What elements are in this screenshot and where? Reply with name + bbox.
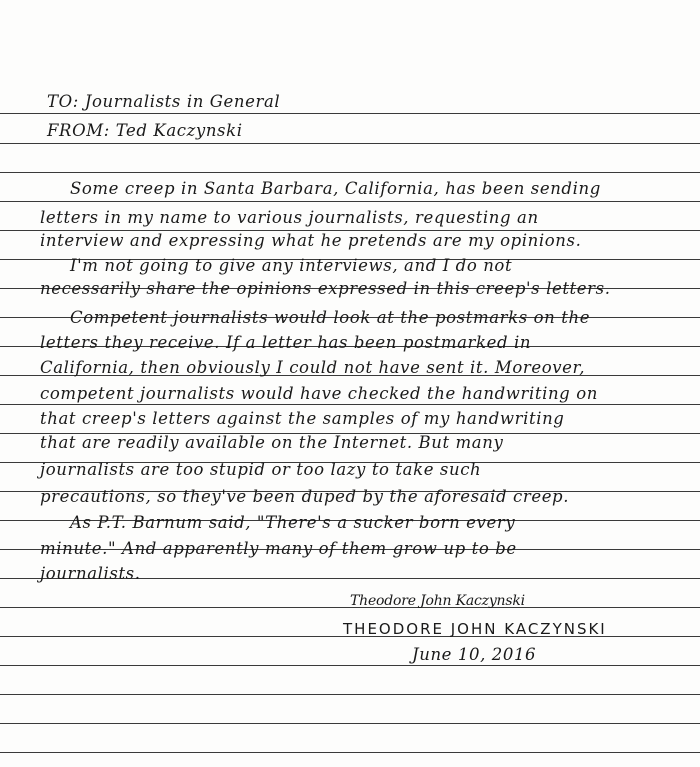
ruled-line [0, 404, 700, 405]
ruled-line [0, 752, 700, 753]
ruled-line [0, 723, 700, 724]
ruled-line [0, 694, 700, 695]
body-line: minute." And apparently many of them grow up to be [40, 539, 517, 558]
body-line: interview and expressing what he pretends are my opinions. [40, 231, 582, 250]
ruled-line [0, 665, 700, 666]
body-line: As P.T. Barnum said, "There's a sucker born every [70, 513, 516, 532]
body-line: precautions, so they've been duped by the aforesaid creep. [40, 487, 570, 506]
signature: Theodore John Kaczynski [350, 593, 525, 609]
body-line: journalists. [40, 564, 141, 583]
letter-date: June 10, 2016 [412, 645, 537, 664]
body-line: that creep's letters against the samples of my handwriting [40, 409, 565, 428]
from-line: FROM: Ted Kaczynski [47, 121, 243, 140]
body-line: that are readily available on the Internet. But many [40, 433, 504, 452]
body-line: Competent journalists would look at the postmarks on the [70, 308, 591, 327]
body-line: journalists are too stupid or too lazy to take such [40, 460, 482, 479]
body-line: necessarily share the opinions expressed in this creep's letters. [40, 279, 611, 298]
ruled-line [0, 201, 700, 202]
body-line: letters in my name to various journalists, requesting an [40, 208, 539, 227]
body-line: California, then obviously I could not have sent it. Moreover, [40, 358, 586, 377]
body-line: letters they receive. If a letter has been postmarked in [40, 333, 532, 352]
printed-name: THEODORE JOHN KACZYNSKI [343, 620, 607, 638]
body-line: I'm not going to give any interviews, and I do not [70, 256, 513, 275]
to-line: TO: Journalists in General [47, 92, 281, 111]
ruled-line [0, 113, 700, 114]
body-line: competent journalists would have checked the handwriting on [40, 384, 598, 403]
body-line: Some creep in Santa Barbara, California, has been sending [70, 179, 601, 198]
ruled-line [0, 143, 700, 144]
ruled-line [0, 172, 700, 173]
